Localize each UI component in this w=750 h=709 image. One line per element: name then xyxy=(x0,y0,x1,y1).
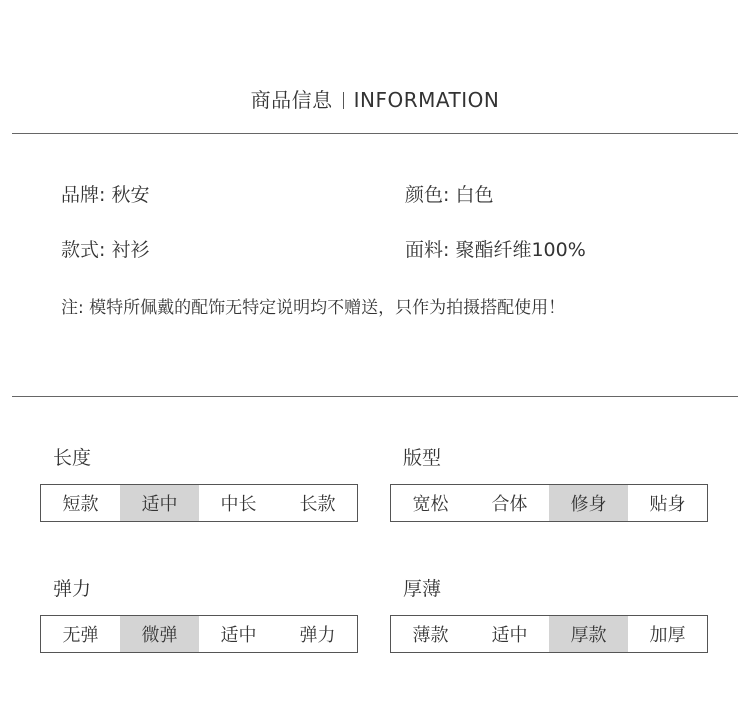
length-option[interactable]: 中长 xyxy=(220,494,257,515)
material-row xyxy=(405,235,586,262)
header-title-cn: 商品信息 xyxy=(250,88,333,112)
material-value: 聚酯纤维100% xyxy=(455,239,586,261)
elasticity-title: 弹力 xyxy=(53,578,92,600)
header-title-en: INFORMATION xyxy=(353,88,500,112)
style-value: 衬衫 xyxy=(111,239,150,261)
fit-option[interactable]: 贴身 xyxy=(649,494,686,515)
accessory-note: 注: 模特所佩戴的配饰无特定说明均不赠送，只作为拍摄搭配使用！ xyxy=(61,298,566,318)
top-divider xyxy=(12,133,738,134)
length-scale xyxy=(40,484,358,522)
style-row xyxy=(61,235,149,262)
section-header xyxy=(0,84,750,113)
material-label: 面料 : xyxy=(405,239,455,261)
thickness-option[interactable]: 薄款 xyxy=(412,625,449,646)
brand-label: 品牌 : xyxy=(61,184,111,206)
length-option[interactable]: 短款 xyxy=(62,494,99,515)
fit-scale xyxy=(390,484,708,522)
thickness-scale xyxy=(390,615,708,653)
elasticity-option[interactable]: 适中 xyxy=(220,625,257,646)
thickness-option[interactable]: 厚款 xyxy=(549,616,628,652)
thickness-title: 厚薄 xyxy=(403,578,442,600)
header-divider xyxy=(343,92,344,109)
length-option[interactable]: 适中 xyxy=(120,485,199,521)
elasticity-scale xyxy=(40,615,358,653)
fit-option[interactable]: 合体 xyxy=(491,494,528,515)
fit-option[interactable]: 宽松 xyxy=(412,494,449,515)
middle-divider xyxy=(12,396,738,397)
fit-option[interactable]: 修身 xyxy=(549,485,628,521)
brand-value: 秋安 xyxy=(111,184,150,206)
elasticity-option[interactable]: 微弹 xyxy=(120,616,199,652)
elasticity-option[interactable]: 弹力 xyxy=(299,625,336,646)
length-title: 长度 xyxy=(53,447,92,469)
color-row xyxy=(405,180,493,207)
length-option[interactable]: 长款 xyxy=(299,494,336,515)
elasticity-option[interactable]: 无弹 xyxy=(62,625,99,646)
thickness-option[interactable]: 适中 xyxy=(491,625,528,646)
style-label: 款式 : xyxy=(61,239,111,261)
brand-row xyxy=(61,180,149,207)
color-value: 白色 xyxy=(455,184,494,206)
fit-title: 版型 xyxy=(403,447,442,469)
thickness-option[interactable]: 加厚 xyxy=(649,625,686,646)
color-label: 颜色 : xyxy=(405,184,455,206)
